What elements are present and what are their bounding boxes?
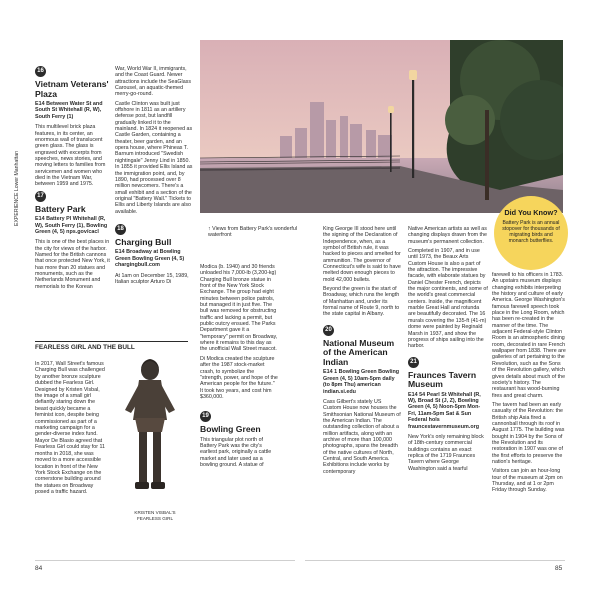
- paragraph: Di Modica created the sculpture after the 1987 stock-market crash, to symbolize the "strength, power, and hope of the American people for the future." It took two years, and cost him $360,000.: [200, 355, 278, 400]
- entry-title: National Museum of the American Indian: [323, 337, 395, 367]
- did-you-know-badge: [494, 196, 568, 270]
- entry-number: 21: [408, 357, 419, 368]
- entry-body: This multilevel brick plaza features, in its center, an enormous wall of translucent green glass. The glass is engraved with excerpts from speeches, news stories, and moving letters to families from servicemen and women who died in the Vietnam War, between 1959 and 1975.: [35, 124, 106, 188]
- column-1: [35, 66, 111, 293]
- column-2: [115, 66, 193, 288]
- page-number-right: 85: [555, 565, 563, 572]
- sidebar-label: [12, 120, 20, 230]
- paragraph: King George III stood here until the signing of the Declaration of Independence, when, as a symbol of British rule, it was hacked to pieces and smelted for ammunition. The governor of Connecticut's wife is said to have melted down enough pieces to mold 42,000 bullets.: [323, 226, 401, 283]
- column-5: [408, 226, 488, 475]
- paragraph: farewell to his officers in 1783. An upstairs museum displays changing exhibits interpreting the history and culture of early America. George Washington's famous farewell speech took place in the Long Room, which has been re-created in the manner of the time. The adjacent Federal-style Clinton Room is an atmospheric dining room, decorated in rare French wallpaper from 1838. There are galleries of art pertaining to the Revolution, such as the Sons of the Revolution gallery, which gives details about much of the society's history. The restaurant has wood-burning fires and great charm.: [492, 272, 566, 399]
- footer-rule-left: [35, 560, 295, 561]
- column-4: [323, 226, 401, 478]
- entry-body: This is one of the best places in the city for views of the harbor. Named for the British cannons that once protected New York, it has more than 20 statues and monuments, such as the Netherlands Monument and memorials to the Korean: [35, 239, 110, 290]
- entry-number: 20: [323, 325, 334, 336]
- entry-info: E14 Broadway at Bowling Green Bowling Green (4, 5) chargingbull.com: [115, 249, 185, 269]
- entry-title: Charging Bull: [115, 236, 172, 247]
- paragraph: Native American artists as well as changing displays drawn from the museum's permanent collection.: [408, 226, 487, 245]
- entry-number: 19: [200, 411, 211, 422]
- entry-title: Fraunces Tavern Museum: [408, 369, 477, 390]
- did-you-know-title: Did You Know?: [504, 208, 558, 217]
- entry-body: At 1am on December 15, 1989, Italian sculptor Arturo Di: [115, 272, 189, 285]
- entry-number: 16: [35, 66, 46, 77]
- paragraph: Modica (b. 1940) and 30 friends unloaded his 7,000-lb (3,200-kg) Charging Bull bronze statue in front of the New York Stock Exchange. The group had eight minutes between police patrols, but managed it in just five. The bull was removed for obstructing traffic and lacking a permit, but public outcry ensued. The Parks Department gave it a "temporary" permit on Broadway, where it remains to this day as the unofficial Wall Street mascot.: [200, 264, 278, 353]
- footer-rule-right: [305, 560, 565, 561]
- box-body: In 2017, Wall Street's famous Charging Bull was challenged by another bronze sculpture dubbed the Fearless Girl. Designed by Kristen Visbal, the image of a small girl defiantly staring down the beast quickly became a feminist icon, despite being commissioned as part of a marketing campaign for a gender-diverse index fund. Mayor De Blasio agreed that Fearless Girl could stay for 11 months in 2018, she was moved to a more accessible location in front of the New York Stock Exchange on the cornerstone building around the statues on Broadway posed a traffic hazard.: [35, 361, 105, 496]
- harbor-photo: [200, 40, 563, 213]
- paragraph: War, World War II, immigrants, and the Coast Guard. Newer attractions include the SeaGlass Carousel, an aquatic-themed merry-go-round.: [115, 66, 191, 98]
- entry-body: Cass Gilbert's stately US Custom House now houses the Smithsonian National Museum of the American Indian. The outstanding collection of about a million artifacts, along with an archive of more than 100,000 photographs, spans the breadth of the native cultures of North, Central, and South America. Exhibitions include works by contemporary: [323, 398, 401, 475]
- entry-body: New York's only remaining block of 18th-century commercial buildings contains an exact replica of the 1719 Fraunces Tavern where George Washington said a tearful: [408, 433, 484, 472]
- paragraph: The tavern had been an early casualty of the Revolution: the British ship Asia fired a cannonball through its roof in August 1775. The building was bought in 1904 by the Sons of the Revolution and its restoration in 1907 was one of the first efforts to preserve the nation's heritage.: [492, 401, 565, 465]
- arrow-up-icon: ↑: [208, 226, 211, 232]
- paragraph: Castle Clinton was built just offshore in 1811 as an artillery defense post, but landfill gradually linked it to the mainland. In 1824 it reopened as Castle Garden, containing a theater, beer garden, and an opera house, where Phineas T. Barnum introduced "Swedish nightingale" Jenny Lind in 1850. In 1855 it provided Ellis Island as the immigration point, and, by 1890, had processed over 8 million newcomers. There's a small exhibit and a section of the original "Battery Wall." Tickets to Ellis and Liberty Islands are also available.: [115, 100, 193, 215]
- photo-caption: ↑ Views from Battery Park's wonderful waterfront: [208, 226, 297, 239]
- paragraph: Visitors can join an hour-long tour of the museum at 2pm on Thursday, and at 1 or 2pm Friday through Sunday.: [492, 468, 563, 494]
- paragraph: Beyond the green is the start of Broadway, which runs the length of Manhattan and, under its formal name of Route 9, north to the state capital in Albany.: [323, 286, 400, 318]
- fearless-girl-box: [35, 344, 188, 535]
- did-you-know-body: Battery Park is an annual stopover for thousands of migrating birds and monarch butterflies.: [502, 220, 560, 244]
- box-caption: KRISTEN VISBAL'S FEARLESS GIRL: [134, 510, 176, 521]
- entry-number: 18: [115, 224, 126, 235]
- entry-info: E14 1 Bowling Green Bowling Green (4, 5) 10am-5pm daily (to 8pm Thu) american indian.si.edu: [323, 369, 400, 395]
- sidebar-text: EXPERIENCE Lower Manhattan: [14, 151, 20, 226]
- column-3: [200, 264, 278, 471]
- box-title: FEARLESS GIRL AND THE BULL: [35, 344, 135, 351]
- entry-info: E14 Between Water St and South St Whitehall (R, W), South Ferry (1): [35, 101, 103, 120]
- statue-image: [115, 356, 185, 506]
- entry-info: E14 Battery Pl Whitehall (R, W), South Ferry (1), Bowling Green (4, 5) nps.gov/cacl: [35, 216, 108, 235]
- paragraph: Completed in 1907, and in use until 1973, the Beaux Arts Custom House is also a part of the attraction. The impressive facade, with elaborate statues by Daniel Chester French, depicts the major continents, and some of the world's great commercial centers. Inside, the magnificent marble Great Hall and rotunda are beautifully decorated. The 16 murals covering the 135-ft (41-m) dome were painted by Reginald Marsh in 1937, and show the progress of ships sailing into the harbor.: [408, 248, 488, 350]
- entry-body: This triangular plot north of Battery Park was the city's earliest park, originally a cattle market and later used as a bowling ground. A statue of: [200, 436, 272, 469]
- page-number-left: 84: [35, 565, 43, 572]
- entry-title: Battery Park: [35, 203, 86, 214]
- column-6: [492, 272, 566, 497]
- entry-title: Vietnam Veterans' Plaza: [35, 79, 109, 99]
- entry-title: Bowling Green: [200, 424, 261, 435]
- entry-number: 17: [35, 191, 46, 202]
- entry-info: E14 54 Pearl St Whitehall (R, W), Broad St (J, Z), Bowling Green (4, 5) Noon-5pm Mon-Fri, 11am-5pm Sat & Sun Federal hols frauncestavernmuseum.org: [408, 391, 481, 430]
